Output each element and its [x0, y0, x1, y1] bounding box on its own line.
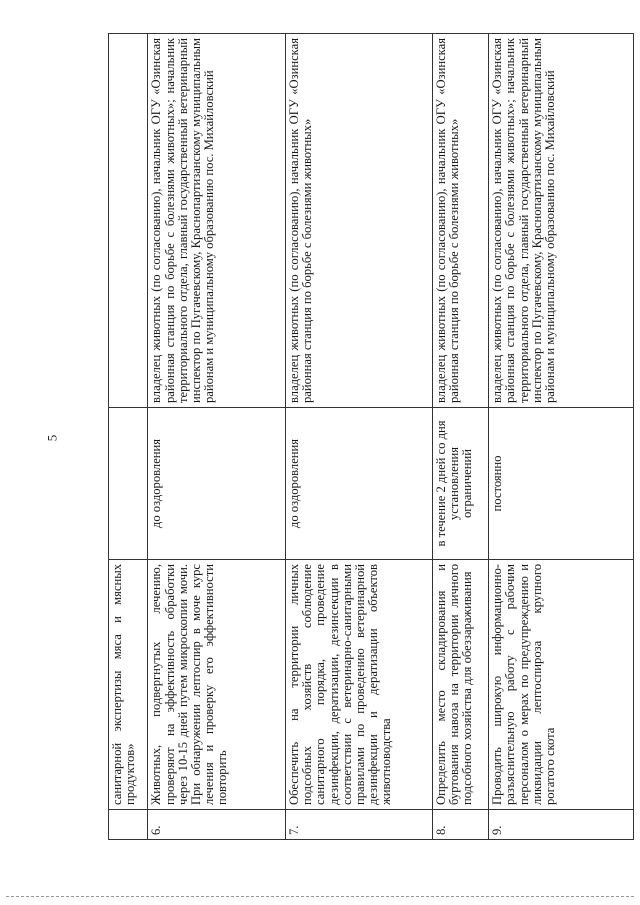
table-row: [148, 34, 286, 840]
page-edge-line: [6, 896, 634, 897]
row-responsible: владелец животных (по согласованию), начальник ОГУ «Озинская районная станция по борьбе с болезнями животных»: [433, 34, 489, 408]
table-row: [489, 34, 634, 840]
row-responsible: владелец животных (по согласованию), начальник ОГУ «Озинская районная станция по борьбе с болезнями животных»; начальник территориального отдела, главный государственный ветеринарный инспектор по Пугачевскому, Краснопартизанскому муниципальным районам и муниципальному образованию пос. Михайловский: [148, 34, 286, 408]
page-number: 5: [44, 434, 60, 442]
row-term: постоянно: [489, 408, 634, 560]
row-number: 7.: [285, 810, 432, 840]
row-number: 9.: [489, 810, 634, 840]
row-responsible: владелец животных (по согласованию), начальник ОГУ «Озинская районная станция по борьбе с болезнями животных»: [285, 34, 432, 408]
row-action: санитарной экспертизы мяса и мясных продуктов»: [109, 560, 148, 810]
table-row: [109, 34, 148, 840]
measures-table: [108, 33, 634, 840]
row-term: до оздоровления: [285, 408, 432, 560]
row-term: [109, 408, 148, 560]
table-row: [433, 34, 489, 840]
row-responsible: владелец животных (по согласованию), начальник ОГУ «Озинская районная станция по борьбе с болезнями животных»; начальник территориального отдела, главный государственный ветеринарный инспектор по Пугачевскому, Краснопартизанскому муниципальным районам и муниципальному образованию пос. Михайловский: [489, 34, 634, 408]
row-number: [109, 810, 148, 840]
row-action: Проводить широкую информационно-разъяснительную работу с рабочим персоналом о мерах по предупреждению и ликвидации лептоспироза крупного рогатого скота: [489, 560, 634, 810]
table-row: [285, 34, 432, 840]
row-action: Животных, подвергнутых лечению, проверяют на эффективность обработки через 10-15 дней путем микроскопии мочи. При обнаружении лептоспир в моче курс лечения и проверку его эффективности повторить: [148, 560, 286, 810]
row-action: Определить место складирования и буртования навоза на территории личного подсобного хозяйства для обеззараживания: [433, 560, 489, 810]
row-term: в течение 2 дней со дня установления ограничений: [433, 408, 489, 560]
row-term: до оздоровления: [148, 408, 286, 560]
row-number: 8.: [433, 810, 489, 840]
row-number: 6.: [148, 810, 286, 840]
row-action: Обеспечить на территории личных подсобных хозяйств соблюдение санитарного порядка, проведение дезинфекции, дератизации, дезинсекции в соответствии с ветеринарно-санитарными правилами по проведению ветеринарной дезинфекции и дератизации объектов животноводства: [285, 560, 432, 810]
row-responsible: [109, 34, 148, 408]
